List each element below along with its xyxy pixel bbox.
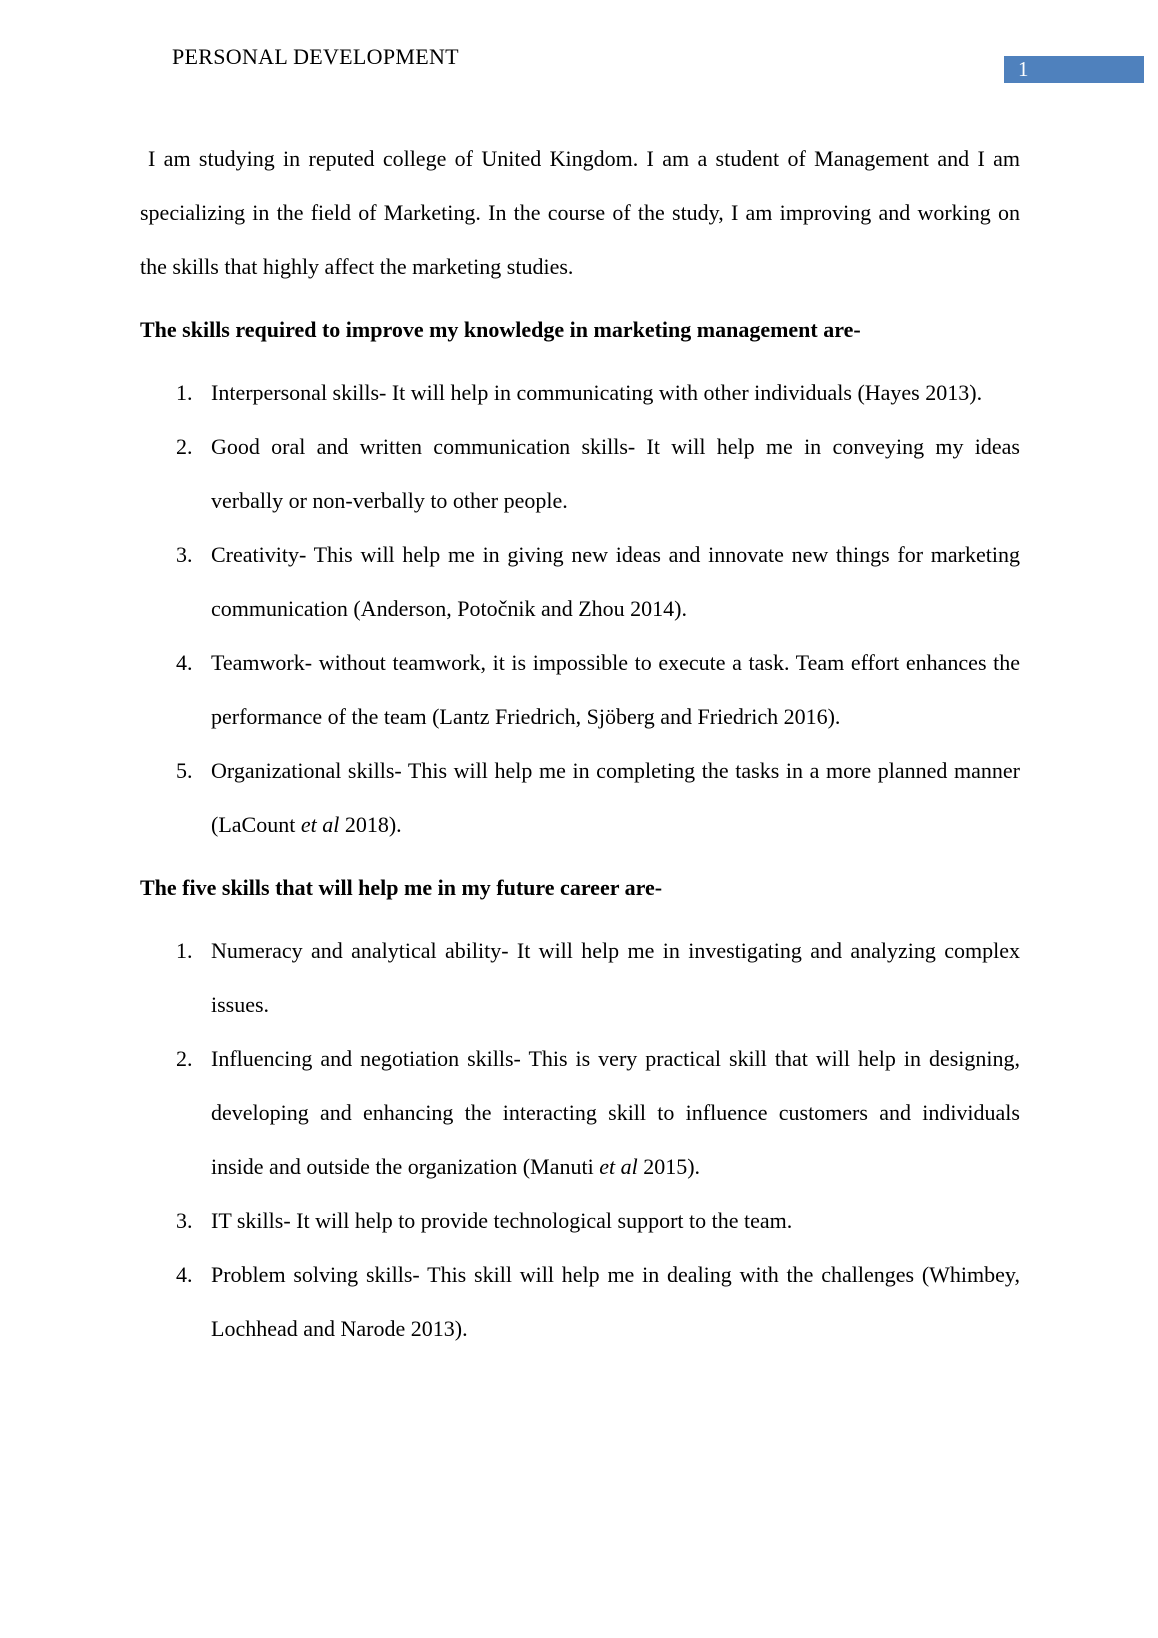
- list-item-citation-italic: et al: [599, 1154, 638, 1179]
- running-head: PERSONAL DEVELOPMENT: [172, 44, 459, 69]
- list-number: 1.: [176, 938, 193, 963]
- list-item: [140, 744, 1020, 852]
- list-item: [140, 1032, 1020, 1194]
- list-number: 3.: [176, 1208, 193, 1233]
- list-item-text: Numeracy and analytical ability- It will help me in investigating and analyzing complex issues.: [211, 938, 1020, 1017]
- list-item-text-tail: 2018).: [339, 812, 402, 837]
- section-heading-career-skills: The five skills that will help me in my future career are-: [140, 875, 663, 900]
- intro-paragraph: I am studying in reputed college of United Kingdom. I am a student of Management and I am specializing in the field of Marketing. In the course of the study, I am improving and working on the skills that highly affect the marketing studies.: [140, 146, 1020, 279]
- list-item-text: Organizational skills- This will help me in completing the tasks in a more planned manner (LaCount: [211, 758, 1020, 837]
- list-item: [140, 636, 1020, 744]
- page-number: 1: [1018, 57, 1029, 81]
- list-item: [140, 528, 1020, 636]
- list-item-text: Good oral and written communication skills- It will help me in conveying my ideas verbally or non-verbally to other people.: [211, 434, 1020, 513]
- list-item: [140, 366, 1020, 420]
- list-item-citation-italic: et al: [300, 812, 340, 837]
- list-item-text: Teamwork- without teamwork, it is impossible to execute a task. Team effort enhances the performance of the team (Lantz Friedrich, Sjöberg and Friedrich 2016).: [211, 650, 1020, 729]
- list-item-text-tail: 2015).: [637, 1154, 701, 1179]
- list-number: 5.: [176, 758, 193, 783]
- list-number: 1.: [176, 380, 193, 405]
- list-item: [140, 924, 1020, 1032]
- section-heading-marketing-skills: The skills required to improve my knowledge in marketing management are-: [140, 317, 861, 342]
- list-item-text: Creativity- This will help me in giving new ideas and innovate new things for marketing communication (Anderson, Potočnik and Zhou 2014).: [211, 542, 1020, 621]
- career-skills-list: [140, 924, 1020, 1356]
- list-item-text: IT skills- It will help to provide technological support to the team.: [211, 1208, 793, 1233]
- list-item: [140, 420, 1020, 528]
- list-item-text: Problem solving skills- This skill will help me in dealing with the challenges (Whimbey, Lochhead and Narode 2013).: [211, 1262, 1020, 1341]
- list-number: 4.: [176, 650, 193, 675]
- list-item-text: Influencing and negotiation skills- This is very practical skill that will help in designing, developing and enhancing the interacting skill to influence customers and individuals inside and outside the organization (Manuti: [211, 1046, 1020, 1179]
- document-body: [140, 132, 1020, 1374]
- page-number-box: [1004, 56, 1144, 83]
- list-item-text: Interpersonal skills- It will help in communicating with other individuals (Hayes 2013).: [211, 380, 983, 405]
- list-item: [140, 1248, 1020, 1356]
- list-item: [140, 1194, 1020, 1248]
- list-number: 2.: [176, 434, 193, 459]
- marketing-skills-list: [140, 366, 1020, 852]
- list-number: 4.: [176, 1262, 193, 1287]
- list-number: 3.: [176, 542, 193, 567]
- list-number: 2.: [176, 1046, 193, 1071]
